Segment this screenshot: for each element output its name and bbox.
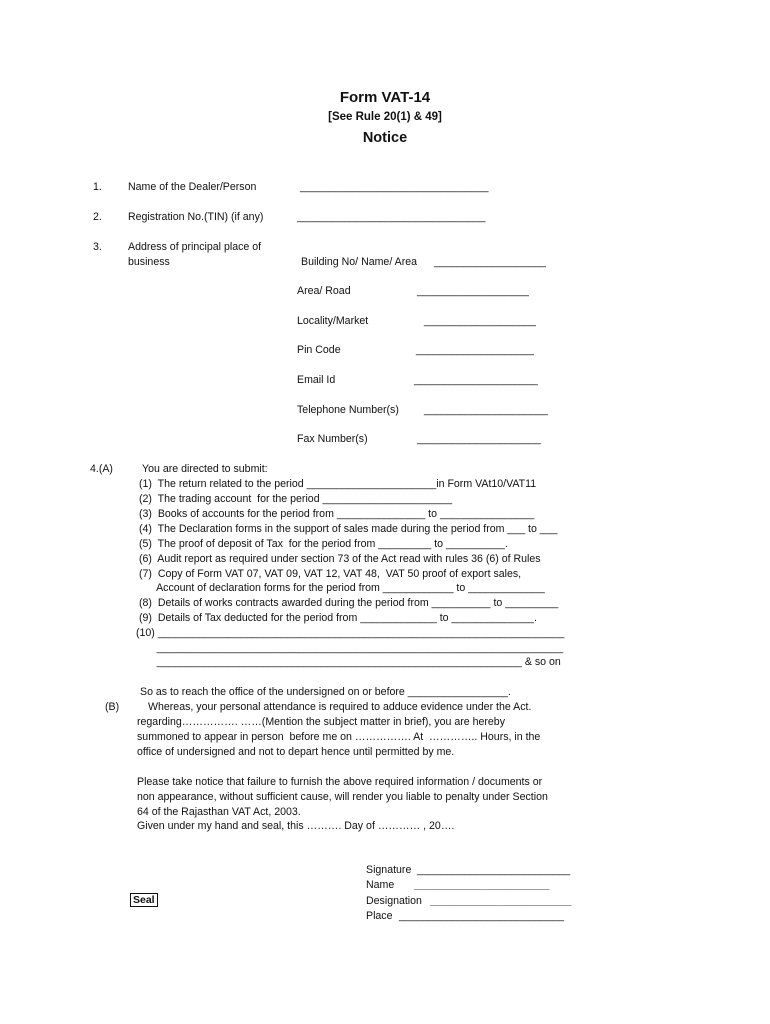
field-number: 2.: [93, 211, 102, 223]
place-label: Place: [366, 910, 393, 922]
building-blank[interactable]: ___________________: [434, 256, 546, 268]
list-item: (5) The proof of deposit of Tax for the period from _________ to __________.: [139, 538, 508, 550]
fax-blank[interactable]: _____________________: [417, 433, 541, 445]
email-label: Email Id: [297, 374, 336, 386]
list-item: (4) The Declaration forms in the support of sales made during the period from ___ to ___: [139, 523, 558, 535]
dealer-name-label: Name of the Dealer/Person: [128, 181, 257, 193]
designation-label: Designation: [366, 895, 422, 907]
list-item: (9) Details of Tax deducted for the period from _____________ to ______________.: [139, 612, 537, 624]
section-b-line: Whereas, your personal attendance is required to adduce evidence under the Act.: [148, 701, 532, 713]
section-number: 4.(A): [90, 463, 113, 475]
seal-box: Seal: [130, 893, 158, 907]
section-b-line: summoned to appear in person before me on ……………. At ………….. Hours, in the: [137, 731, 541, 743]
pin-code-label: Pin Code: [297, 344, 341, 356]
list-item: (3) Books of accounts for the period from _______________ to ________________: [139, 508, 535, 520]
signature-label: Signature: [366, 864, 412, 876]
list-item: (1) The return related to the period ______________________in Form VAt10/VAT11: [139, 478, 537, 490]
form-title: Form VAT-14: [339, 89, 431, 106]
list-item: (2) The trading account for the period ______________________: [139, 493, 453, 505]
tin-label: Registration No.(TIN) (if any): [128, 211, 264, 223]
list-item: (8) Details of works contracts awarded during the period from __________ to _________: [139, 597, 559, 609]
place-blank[interactable]: ____________________________: [399, 910, 564, 922]
closing-line: Please take notice that failure to furnish the above required information / documents or: [137, 776, 543, 788]
designation-blank[interactable]: ________________________: [430, 895, 572, 907]
list-item: (6) Audit report as required under section 73 of the Act read with rules 36 (6) of Rules: [139, 553, 541, 565]
list-item: ______________________________________________________________ & so on: [136, 656, 561, 668]
section-b-line: office of undersigned and not to depart hence until permitted by me.: [137, 746, 455, 758]
locality-blank[interactable]: ___________________: [424, 315, 536, 327]
list-item: (10) _____________________________________________________________________: [136, 627, 565, 639]
telephone-blank[interactable]: _____________________: [424, 404, 548, 416]
field-number: 3.: [93, 241, 102, 253]
closing-line: 64 of the Rajasthan VAT Act, 2003.: [137, 806, 301, 818]
locality-label: Locality/Market: [297, 315, 369, 327]
section-b-line: regarding……………. ……(Mention the subject matter in brief), you are hereby: [137, 716, 505, 728]
rule-reference: [See Rule 20(1) & 49]: [328, 111, 442, 123]
closing-line: Given under my hand and seal, this ………. Day of ………… , 20….: [137, 820, 455, 832]
address-label-line2: business: [128, 256, 170, 268]
field-number: 1.: [93, 181, 102, 193]
name-label: Name: [366, 879, 395, 891]
address-label: Address of principal place of: [128, 241, 262, 253]
reach-office-text: So as to reach the office of the undersigned on or before _________________.: [140, 686, 511, 698]
area-road-label: Area/ Road: [297, 285, 351, 297]
dealer-name-blank[interactable]: ________________________________: [300, 181, 489, 193]
name-blank[interactable]: _______________________: [414, 879, 550, 891]
notice-heading: Notice: [362, 130, 408, 146]
list-item: Account of declaration forms for the period from ____________ to _____________: [139, 582, 545, 594]
list-item: (7) Copy of Form VAT 07, VAT 09, VAT 12, VAT 48, VAT 50 proof of export sales,: [139, 568, 522, 580]
section-b-number: (B): [105, 701, 120, 713]
signature-blank[interactable]: __________________________: [417, 864, 571, 876]
area-road-blank[interactable]: ___________________: [417, 285, 529, 297]
building-label: Building No/ Name/ Area: [301, 256, 418, 268]
section-intro: You are directed to submit:: [142, 463, 268, 475]
telephone-label: Telephone Number(s): [297, 404, 399, 416]
fax-label: Fax Number(s): [297, 433, 368, 445]
closing-line: non appearance, without sufficient cause, will render you liable to penalty under Section: [137, 791, 548, 803]
list-item: _____________________________________________________________________: [136, 642, 564, 654]
pin-code-blank[interactable]: ____________________: [416, 344, 534, 356]
tin-blank[interactable]: ________________________________: [297, 211, 486, 223]
email-blank[interactable]: _____________________: [414, 374, 538, 386]
